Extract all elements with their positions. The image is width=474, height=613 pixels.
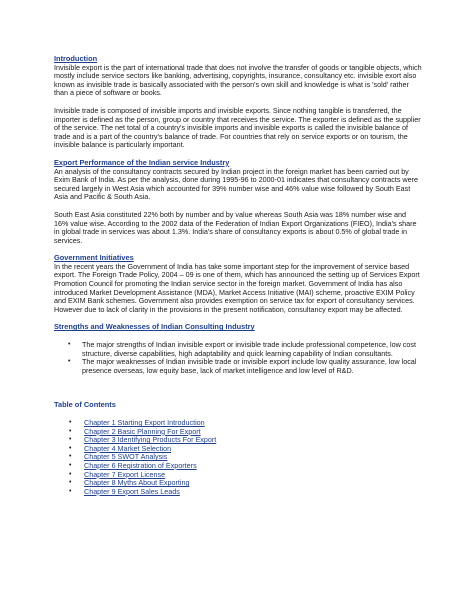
strengths-weaknesses-list bbox=[54, 341, 422, 375]
bullet-icon: • bbox=[69, 479, 72, 487]
toc-link-chapter-8[interactable]: Chapter 8 Myths About Exporting bbox=[84, 478, 190, 488]
toc-link-chapter-4[interactable]: Chapter 4 Market Selection bbox=[84, 443, 172, 453]
export-performance-paragraph-2: South East Asia constituted 22% both by number and by value whereas South Asia was 18% number wise and 16% value wise. According to the 2002 data of the Federation of Indian Export Organizations (FIEO), India's share in global trade in services was about 1.3%. India's share of consultancy exports is about 0.5% of global trade in services. bbox=[54, 209, 417, 245]
list-item-text: The major weaknesses of Indian invisible trade or invisible export include low quality assurance, low local presence overseas, low equity base, lack of market intelligence and low level of R&D. bbox=[82, 357, 417, 375]
intro-paragraph-2: Invisible trade is composed of invisible imports and invisible exports. Since nothing tangible is transferred, the importer is defined as the person, group or country that receives the service. The exporter is defined as the supplier of the service. The net total of a country's invisible imports and invisible exports is called the invisible balance of trade and is a part of the country's balance of trade. For countries that rely on service exports or on tourism, the invisible balance is particularly important. bbox=[54, 105, 421, 150]
export-performance-paragraph-1: An analysis of the consultancy contracts secured by Indian project in the foreign market has been carried out by Exim Bank of India. As per the analysis, done during 1995-96 to 2000-01 indicates that consultancy contracts were secured largely in West Asia which accounted for 39% number wise and 46% value wise followed by South East Asia and Pacific & South Asia. bbox=[54, 166, 418, 202]
bullet-icon: • bbox=[69, 453, 72, 461]
bullet-icon: • bbox=[69, 444, 72, 452]
section-heading-export-performance: Export Performance of the Indian service Industry bbox=[54, 157, 230, 167]
bullet-icon: • bbox=[69, 487, 72, 495]
bullet-icon: • bbox=[69, 461, 72, 469]
document-page bbox=[54, 55, 422, 496]
list-item bbox=[54, 341, 422, 358]
intro-paragraph-1: Invisible export is the part of international trade that does not involve the transfer of goods or tangible objects, which mostly include service sectors like banking, advertising, copyrights, insurance, consultancy etc. invisible exort also known as invisible trade is basically associated with the person's own skill and knowledge is what is 'sold' rather than a piece of software or books. bbox=[54, 62, 422, 98]
table-of-contents-list bbox=[54, 419, 422, 496]
list-item bbox=[54, 358, 422, 375]
government-initiatives-paragraph: In the recent years the Government of India has take some important step for the improvement of service based export. The Foreign Trade Policy, 2004 – 09 is one of them, which has announced the setting up of Services Export Promotion Council for promoting the Indian service sector in the foreign market. Government of India has also introduced Market Development Assistance (MDA), Market Access Initiative (MAI) scheme, proactive EXIM Policy and EXIM Bank schemes. Government also provides exemption on service tax for export of consultancy services. However due to lack of clarity in the provisions in the present notification, consultancy export may be affected. bbox=[54, 261, 420, 314]
toc-link-chapter-3[interactable]: Chapter 3 Identifying Products For Export bbox=[84, 435, 217, 445]
table-of-contents-title: Table of Contents bbox=[54, 400, 116, 410]
bullet-icon: • bbox=[69, 427, 72, 435]
toc-link-chapter-7[interactable]: Chapter 7 Export License bbox=[84, 469, 166, 479]
bullet-icon: • bbox=[69, 436, 72, 444]
toc-link-chapter-2[interactable]: Chapter 2 Basic Planning For Export bbox=[84, 426, 201, 436]
toc-link-chapter-5[interactable]: Chapter 5 SWOT Analysis bbox=[84, 452, 168, 462]
toc-link-chapter-6[interactable]: Chapter 6 Registration of Exporters bbox=[84, 460, 197, 470]
toc-link-chapter-1[interactable]: Chapter 1 Starting Export Introduction bbox=[84, 418, 205, 427]
section-heading-strengths-weaknesses: Strengths and Weaknesses of Indian Consulting Industry bbox=[54, 322, 255, 332]
toc-item bbox=[54, 488, 422, 497]
section-heading-government-initiatives: Government Initiatives bbox=[54, 253, 134, 263]
section-heading-introduction: Introduction bbox=[54, 54, 98, 63]
bullet-icon: • bbox=[68, 358, 71, 366]
bullet-icon: • bbox=[69, 419, 72, 426]
toc-link-chapter-9[interactable]: Chapter 9 Export Sales Leads bbox=[84, 486, 180, 496]
bullet-icon: • bbox=[68, 341, 71, 349]
bullet-icon: • bbox=[69, 470, 72, 478]
list-item-text: The major strengths of Indian invisible export or invisible trade include professional competence, low cost structure, diverse capabilities, high adaptability and quick learning capability of Indian consultants. bbox=[82, 340, 416, 358]
